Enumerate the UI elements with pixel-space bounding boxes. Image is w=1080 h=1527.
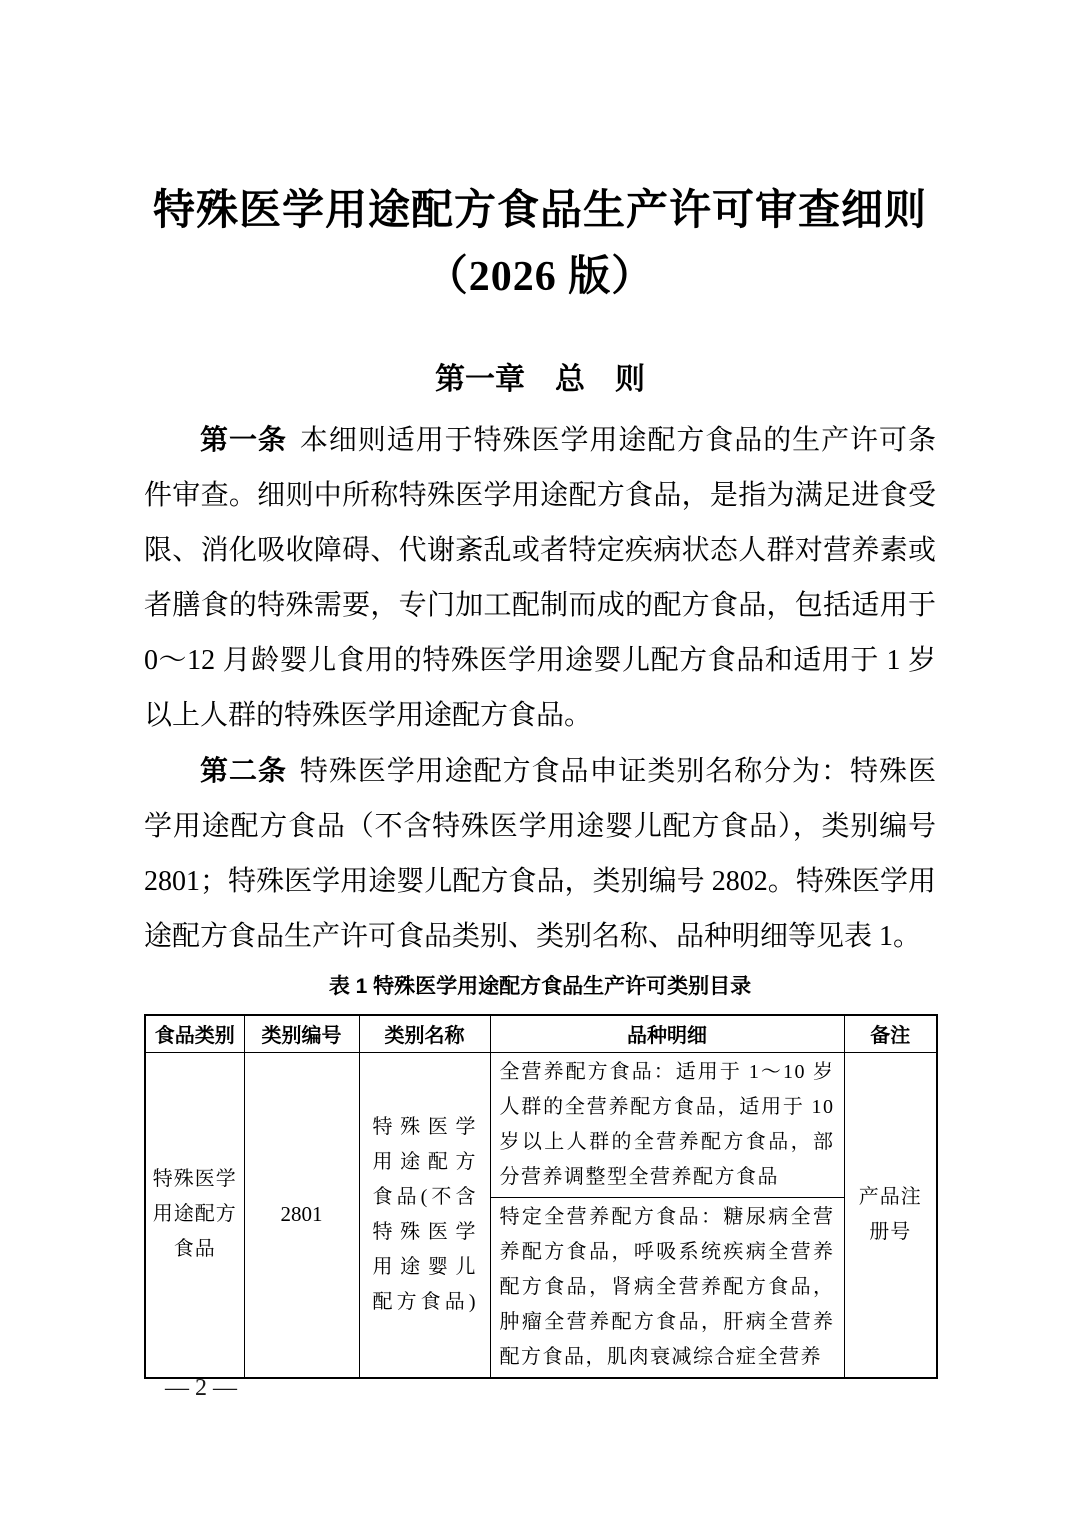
page-content [144, 0, 936, 1379]
document-title: 特殊医学用途配方食品生产许可审查细则 [152, 188, 927, 234]
table-header-row [145, 1015, 937, 1052]
page-number: — 2 — [165, 1375, 237, 1401]
cell-category-code: 2801 [244, 1052, 359, 1378]
article-1-label: 第一条 [200, 424, 287, 455]
col-header-category-code: 类别编号 [244, 1015, 359, 1052]
article-1-text: 本细则适用于特殊医学用途配方食品的生产许可条件审查。细则中所称特殊医学用途配方食品，是指为满足进食受限、消化吸收障碍、代谢紊乱或者特定疾病状态人群对营养素或者膳食的特殊需要，专门加工配制而成的配方食品，包括适用于 0～12 月龄婴儿食用的特殊医学用途婴儿配方食品和适用于 1 岁以上人群的特殊医学用途配方食品。 [144, 425, 936, 731]
col-header-remark: 备注 [844, 1015, 937, 1052]
table-caption: 表 1 特殊医学用途配方食品生产许可类别目录 [328, 975, 752, 998]
cell-variety-full-nutrition: 全营养配方食品：适用于 1～10 岁人群的全营养配方食品，适用于 10 岁以上人群的全营养配方食品，部分营养调整型全营养配方食品 [490, 1052, 844, 1197]
col-header-variety-details: 品种明细 [490, 1015, 844, 1052]
article-2-label: 第二条 [200, 755, 287, 786]
cell-variety-specific-nutrition: 特定全营养配方食品：糖尿病全营养配方食品，呼吸系统疾病全营养配方食品，肾病全营养配方食品，肿瘤全营养配方食品，肝病全营养配方食品，肌肉衰减综合症全营养 [490, 1197, 844, 1378]
table-row [145, 1052, 937, 1197]
cell-category-name: 特殊医学用途配方食品(不含特殊医学用途婴儿配方食品) [359, 1052, 490, 1378]
license-category-table [144, 1014, 938, 1379]
article-2 [144, 743, 936, 964]
col-header-category-name: 类别名称 [359, 1015, 490, 1052]
article-1 [144, 412, 936, 743]
article-2-text: 特殊医学用途配方食品申证类别名称分为：特殊医学用途配方食品（不含特殊医学用途婴儿配方食品），类别编号 2801；特殊医学用途婴儿配方食品，类别编号 2802。特殊医学用途配方食品生产许可食品类别、类别名称、品种明细等见表 1。 [144, 756, 936, 952]
col-header-food-category: 食品类别 [145, 1015, 244, 1052]
document-subtitle: （2026 版） [425, 254, 655, 300]
chapter-heading: 第一章 总 则 [435, 363, 645, 396]
cell-food-category: 特殊医学用途配方食品 [145, 1052, 244, 1378]
cell-remark: 产品注册号 [844, 1052, 937, 1378]
